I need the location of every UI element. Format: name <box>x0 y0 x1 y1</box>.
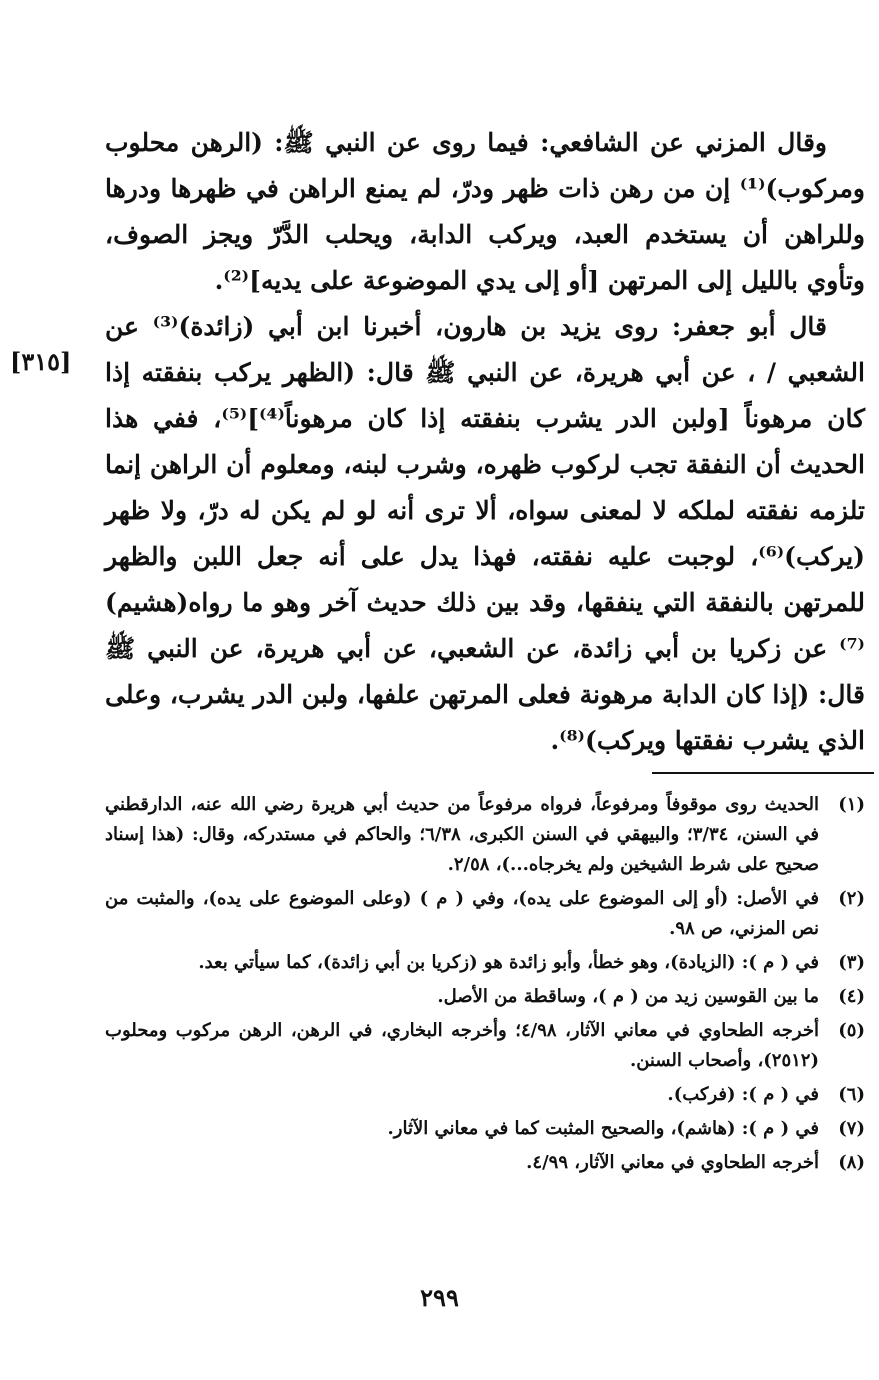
footnote-text: في ( م ): (فركب). <box>667 1084 819 1105</box>
footnote-8 <box>105 1148 865 1178</box>
footnote-number: (١) <box>838 794 865 815</box>
footnote-number: (٥) <box>838 1020 865 1041</box>
footnote-number: (٦) <box>838 1084 865 1105</box>
page-number: ٢٩٩ <box>420 1283 459 1312</box>
footnote-3 <box>105 948 865 978</box>
footnote-text: في ( م ): (الزيادة)، وهو خطأ، وأبو زائدة هو (زكريا بن أبي زائدة)، كما سيأتي بعد. <box>198 952 819 973</box>
footnote-number: (٣) <box>838 952 865 973</box>
footnote-4 <box>105 982 865 1012</box>
paragraph-1: وقال المزني عن الشافعي: فيما روى عن النبي ﷺ: (الرهن محلوب ومركوب)⁽¹⁾ إن من رهن ذات ظهر ودرّ، لم يمنع الراهن في ظهرها ودرها وللراهن أن يستخدم العبد، ويركب الدابة، ويحلب الدَّرّ ويجز الصوف، وتأوي بالليل إلى المرتهن [أو إلى يدي الموضوعة على يديه]⁽²⁾. <box>105 128 865 295</box>
footnote-1 <box>105 790 865 880</box>
footnote-number: (٤) <box>838 986 865 1007</box>
footnote-text: أخرجه الطحاوي في معاني الآثار، ٤/٩٨؛ وأخرجه البخاري، في الرهن، الرهن مركوب ومحلوب (٢٥١٢)، وأصحاب السنن. <box>105 1020 819 1071</box>
footnote-text: الحديث روى موقوفاً ومرفوعاً، فرواه مرفوعاً من حديث أبي هريرة رضي الله عنه، الدارقطني في السنن، ٣/٣٤؛ والبيهقي في السنن الكبرى، ٦/٣٨؛ والحاكم في مستدركه، وقال: (هذا إسناد صحيح على شرط الشيخين ولم يخرجاه...)، ٢/٥٨. <box>105 794 819 875</box>
footnote-5 <box>105 1016 865 1076</box>
footnote-text: ما بين القوسين زيد من ( م )، وساقطة من الأصل. <box>437 986 819 1007</box>
main-text <box>105 120 865 764</box>
footnote-number: (٧) <box>838 1118 865 1139</box>
manuscript-folio-marker: [٣١٥] <box>10 347 72 376</box>
footnote-text: أخرجه الطحاوي في معاني الآثار، ٤/٩٩. <box>526 1152 819 1173</box>
footnote-number: (٨) <box>838 1152 865 1173</box>
paragraph-2: قال أبو جعفر: روى يزيد بن هارون، أخبرنا ابن أبي (زائدة)⁽³⁾ عن الشعبي / ، عن أبي هريرة، عن النبي ﷺ قال: (الظهر يركب بنفقته إذا كان مرهوناً [ولبن الدر يشرب بنفقته إذا كان مرهوناً⁽⁴⁾]⁽⁵⁾، ففي هذا الحديث أن النفقة تجب لركوب ظهره، وشرب لبنه، ومعلوم أن الراهن إنما تلزمه نفقته لملكه لا لمعنى سواه، ألا ترى أنه لو لم يكن له درّ، ولا ظهر (يركب)⁽⁶⁾، لوجبت عليه نفقته، فهذا يدل على أنه جعل اللبن والظهر للمرتهن بالنفقة التي ينفقها، وقد بين ذلك حديث آخر وهو ما رواه(هشيم)⁽⁷⁾ عن زكريا بن أبي زائدة، عن الشعبي، عن أبي هريرة، عن النبي ﷺ قال: (إذا كان الدابة مرهونة فعلى المرتهن علفها، ولبن الدر يشرب، وعلى الذي يشرب نفقتها ويركب)⁽⁸⁾. <box>105 312 865 755</box>
footnote-2 <box>105 884 865 944</box>
footnote-text: في ( م ): (هاشم)، والصحيح المثبت كما في معاني الآثار. <box>387 1118 819 1139</box>
footnote-text: في الأصل: (أو إلى الموضوع على يده)، وفي ( م ) (وعلى الموضوع على يده)، والمثبت من نص المزني، ص ٩٨. <box>105 888 819 939</box>
footnote-7 <box>105 1114 865 1144</box>
footnote-6 <box>105 1080 865 1110</box>
footnotes <box>105 790 865 1182</box>
footnote-divider <box>652 772 874 774</box>
footnote-number: (٢) <box>838 888 865 909</box>
